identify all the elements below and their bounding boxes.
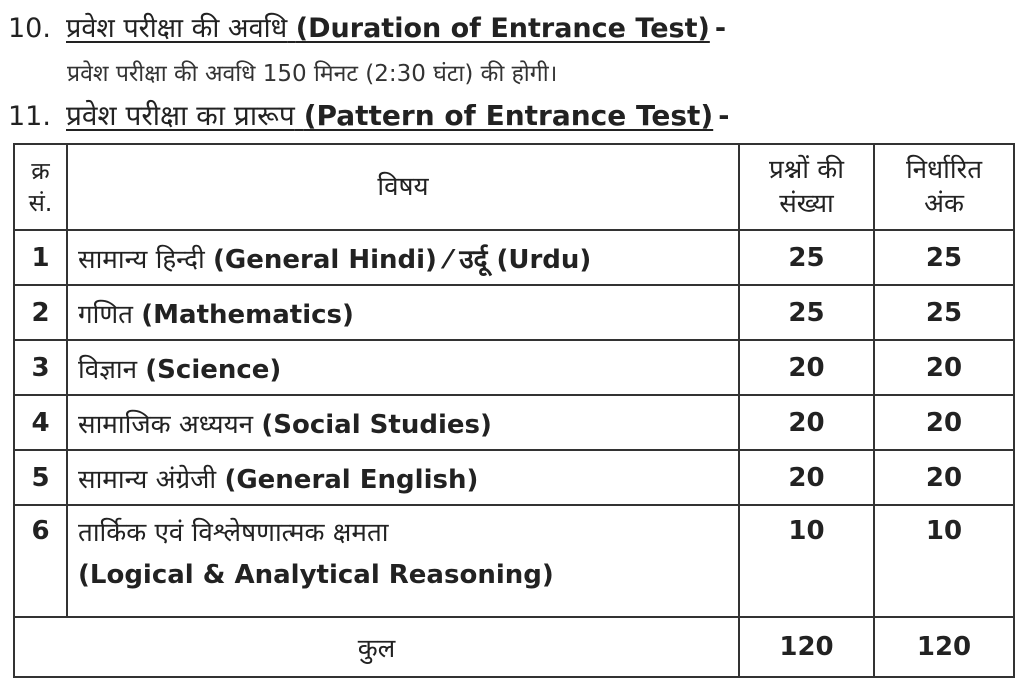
header-marks-line2: अंक (924, 189, 964, 219)
row-subject (67, 230, 739, 285)
row-marks: 20 (874, 450, 1014, 505)
row-marks: 25 (874, 230, 1014, 285)
subject-english: (Mathematics) (141, 299, 354, 330)
subject-english: (General English) (224, 464, 479, 495)
row-subject (67, 285, 739, 340)
row-subject (67, 340, 739, 395)
row-subject (67, 450, 739, 505)
header-questions-line2: संख्या (779, 189, 834, 219)
header-serial (14, 144, 67, 230)
subject-hindi: गणित (78, 299, 133, 330)
header-serial-line2: सं. (28, 189, 53, 217)
section-number: 10. (8, 13, 51, 44)
header-questions-line1: प्रश्नों की (769, 155, 844, 185)
row-questions: 10 (739, 505, 874, 617)
subject-english: (Science) (145, 354, 282, 385)
row-questions: 25 (739, 285, 874, 340)
subject-hindi: विज्ञान (78, 354, 138, 385)
subject-hindi: सामाजिक अध्ययन (78, 409, 254, 440)
table-row (14, 505, 1014, 617)
header-marks-line1: निर्धारित (905, 155, 983, 185)
section-dash: - (714, 13, 727, 44)
row-marks: 25 (874, 285, 1014, 340)
row-serial: 4 (14, 395, 67, 450)
section-title-hindi: प्रवेश परीक्षा का प्रारूप (66, 99, 295, 132)
header-marks (874, 144, 1014, 230)
subject-english: (General Hindi) ⁄ उर्दू (Urdu) (213, 244, 592, 275)
table-row (14, 285, 1014, 340)
section-title (66, 13, 710, 44)
subject-english: (Social Studies) (261, 409, 492, 440)
section-title-english: (Duration of Entrance Test) (295, 13, 710, 44)
section-11-heading (8, 96, 730, 134)
row-serial: 5 (14, 450, 67, 505)
table-total-row (14, 617, 1014, 677)
row-questions: 20 (739, 450, 874, 505)
subject-english: (Logical & Analytical Reasoning) (78, 560, 554, 590)
header-serial-line1: क्र (31, 157, 50, 185)
section-number: 11. (8, 101, 51, 132)
row-serial: 2 (14, 285, 67, 340)
section-10-heading (8, 8, 726, 45)
table-row (14, 340, 1014, 395)
section-title-english: (Pattern of Entrance Test) (303, 99, 714, 132)
total-questions: 120 (739, 617, 874, 677)
subject-hindi: सामान्य हिन्दी (78, 244, 205, 275)
duration-text: प्रवेश परीक्षा की अवधि 150 मिनट (2:30 घंटा) की होगी। (67, 61, 558, 87)
row-questions: 20 (739, 395, 874, 450)
total-label: कुल (14, 617, 739, 677)
row-marks: 20 (874, 340, 1014, 395)
section-dash: - (718, 101, 730, 132)
table-header-row (14, 144, 1014, 230)
section-title (66, 99, 713, 132)
row-questions: 20 (739, 340, 874, 395)
subject-hindi: तार्किक एवं विश्लेषणात्मक क्षमता (78, 518, 389, 548)
section-title-hindi: प्रवेश परीक्षा की अवधि (66, 13, 288, 44)
row-serial: 1 (14, 230, 67, 285)
row-questions: 25 (739, 230, 874, 285)
pattern-table (13, 143, 1015, 678)
total-marks: 120 (874, 617, 1014, 677)
row-subject (67, 505, 739, 617)
table-row (14, 450, 1014, 505)
header-subject: विषय (67, 144, 739, 230)
row-serial: 6 (14, 505, 67, 617)
row-marks: 20 (874, 395, 1014, 450)
row-marks: 10 (874, 505, 1014, 617)
subject-hindi: सामान्य अंग्रेजी (78, 464, 217, 495)
header-questions (739, 144, 874, 230)
row-serial: 3 (14, 340, 67, 395)
table-row (14, 230, 1014, 285)
table-row (14, 395, 1014, 450)
row-subject (67, 395, 739, 450)
